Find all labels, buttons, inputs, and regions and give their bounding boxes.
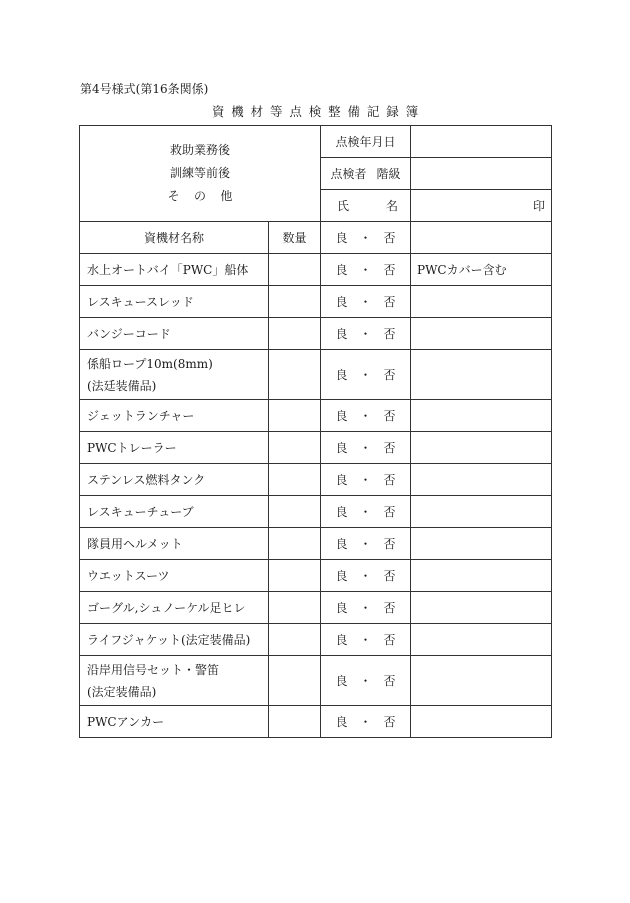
- equipment-name-line1: PWCアンカー: [87, 715, 165, 729]
- result-bad[interactable]: 否: [383, 295, 396, 309]
- equipment-name: [80, 350, 269, 400]
- equipment-name: [80, 432, 269, 464]
- quantity-field[interactable]: [269, 254, 321, 286]
- note-field[interactable]: [411, 464, 552, 496]
- table-row: [80, 400, 552, 432]
- note-field[interactable]: [411, 318, 552, 350]
- name-label-surname: 氏: [337, 199, 350, 213]
- equipment-name: [80, 286, 269, 318]
- seal-label: 印: [532, 199, 545, 213]
- result-separator: ・: [359, 263, 372, 277]
- note-field[interactable]: [411, 286, 552, 318]
- document-title: 資機材等点検整備記録簿: [211, 104, 425, 119]
- result-bad[interactable]: 否: [383, 441, 396, 455]
- equipment-name-line1: レスキューチューブ: [87, 505, 194, 519]
- result-good-bad[interactable]: [321, 656, 411, 706]
- table-row: [80, 560, 552, 592]
- result-good-bad[interactable]: [321, 318, 411, 350]
- result-bad[interactable]: 否: [383, 537, 396, 551]
- equipment-name-line1: 係船ロープ10m(8mm): [87, 356, 213, 371]
- table-row: [80, 706, 552, 738]
- result-separator: ・: [359, 368, 372, 382]
- result-separator: ・: [359, 473, 372, 487]
- result-good-bad[interactable]: [321, 528, 411, 560]
- equipment-name-line1: ゴーグル,シュノーケル足ヒレ: [87, 601, 246, 615]
- equipment-name: [80, 528, 269, 560]
- column-header-quantity: 数量: [269, 222, 321, 254]
- table-row: [80, 656, 552, 706]
- result-good[interactable]: 良: [335, 569, 348, 583]
- table-row: [80, 496, 552, 528]
- result-good[interactable]: 良: [335, 601, 348, 615]
- equipment-name: [80, 656, 269, 706]
- result-good[interactable]: 良: [335, 263, 348, 277]
- name-label: [321, 190, 411, 222]
- result-good[interactable]: 良: [335, 674, 348, 688]
- quantity-field[interactable]: [269, 624, 321, 656]
- result-good-bad[interactable]: [321, 496, 411, 528]
- equipment-name: [80, 254, 269, 286]
- equipment-name-line2: (法廷装備品): [87, 378, 157, 393]
- quantity-field[interactable]: [269, 528, 321, 560]
- equipment-name: [80, 624, 269, 656]
- note-field[interactable]: [411, 706, 552, 738]
- result-separator: ・: [359, 441, 372, 455]
- name-seal-field[interactable]: [411, 190, 552, 222]
- form-number-label: 第4号様式(第16条関係): [80, 82, 209, 96]
- result-good[interactable]: 良: [335, 441, 348, 455]
- inspector-rank-field[interactable]: [411, 158, 552, 190]
- inspector-rank-label: [321, 158, 411, 190]
- note-field[interactable]: [411, 656, 552, 706]
- equipment-name-line1: 沿岸用信号セット・警笛: [87, 662, 220, 677]
- category-after-rescue: 救助業務後: [169, 143, 230, 157]
- quantity-field[interactable]: [269, 706, 321, 738]
- column-header-result: 良 ・ 否: [321, 222, 411, 254]
- result-good-bad[interactable]: [321, 286, 411, 318]
- quantity-field[interactable]: [269, 592, 321, 624]
- table-row: [80, 254, 552, 286]
- result-good-bad[interactable]: [321, 592, 411, 624]
- result-good-bad[interactable]: [321, 624, 411, 656]
- note-text: PWCカバー含む: [417, 263, 507, 277]
- equipment-name: [80, 592, 269, 624]
- result-good[interactable]: 良: [335, 327, 348, 341]
- column-header-note: [411, 222, 552, 254]
- inspection-date-label: 点検年月日: [321, 126, 411, 158]
- result-good[interactable]: 良: [335, 295, 348, 309]
- quantity-field[interactable]: [269, 656, 321, 706]
- name-label-given: 名: [385, 199, 398, 213]
- equipment-name-line1: ステンレス燃料タンク: [87, 473, 206, 487]
- note-field[interactable]: [411, 496, 552, 528]
- quantity-field[interactable]: [269, 432, 321, 464]
- quantity-field[interactable]: [269, 318, 321, 350]
- result-separator: ・: [359, 674, 372, 688]
- result-separator: ・: [359, 295, 372, 309]
- equipment-name-line1: 水上オートバイ「PWC」船体: [87, 263, 249, 277]
- result-good-bad[interactable]: [321, 432, 411, 464]
- equipment-name-line1: ライフジャケット(法定装備品): [87, 633, 251, 647]
- result-separator: ・: [359, 633, 372, 647]
- equipment-name: [80, 560, 269, 592]
- result-bad[interactable]: 否: [383, 473, 396, 487]
- result-good[interactable]: 良: [335, 368, 348, 382]
- result-good[interactable]: 良: [335, 633, 348, 647]
- result-bad[interactable]: 否: [383, 409, 396, 423]
- column-header-row: [80, 222, 552, 254]
- equipment-name-line1: ウエットスーツ: [87, 569, 170, 583]
- result-good-bad[interactable]: [321, 400, 411, 432]
- result-separator: ・: [359, 409, 372, 423]
- note-field[interactable]: [411, 592, 552, 624]
- result-good[interactable]: 良: [335, 715, 348, 729]
- result-good[interactable]: 良: [335, 409, 348, 423]
- quantity-field[interactable]: [269, 286, 321, 318]
- equipment-name-line1: バンジーコード: [87, 327, 171, 341]
- result-good-bad[interactable]: [321, 254, 411, 286]
- result-bad[interactable]: 否: [383, 674, 396, 688]
- result-bad[interactable]: 否: [383, 263, 396, 277]
- result-good[interactable]: 良: [335, 537, 348, 551]
- equipment-name: [80, 318, 269, 350]
- result-good-bad[interactable]: [321, 464, 411, 496]
- quantity-field[interactable]: [269, 464, 321, 496]
- result-separator: ・: [359, 569, 372, 583]
- quantity-field[interactable]: [269, 400, 321, 432]
- result-good[interactable]: 良: [335, 473, 348, 487]
- table-row: [80, 318, 552, 350]
- result-bad[interactable]: 否: [383, 601, 396, 615]
- result-separator: ・: [359, 327, 372, 341]
- note-field[interactable]: [411, 624, 552, 656]
- equipment-name-line1: ジェットランチャー: [87, 409, 195, 423]
- result-separator: ・: [359, 601, 372, 615]
- equipment-name: [80, 464, 269, 496]
- occasion-categories: [80, 126, 321, 222]
- table-row: [80, 350, 552, 400]
- column-header-name: 資機材名称: [80, 222, 269, 254]
- note-field[interactable]: [411, 254, 552, 286]
- table-row: [80, 432, 552, 464]
- equipment-name: [80, 496, 269, 528]
- result-bad[interactable]: 否: [383, 633, 396, 647]
- header-row-date: [80, 126, 552, 158]
- result-bad[interactable]: 否: [383, 569, 396, 583]
- category-training: 訓練等前後: [169, 166, 230, 180]
- note-field[interactable]: [411, 560, 552, 592]
- table-row: [80, 592, 552, 624]
- equipment-name-line2: (法定装備品): [87, 684, 157, 699]
- result-good-bad[interactable]: [321, 560, 411, 592]
- equipment-name: [80, 400, 269, 432]
- note-field[interactable]: [411, 432, 552, 464]
- equipment-name-line1: レスキュースレッド: [87, 295, 194, 309]
- equipment-name-line1: PWCトレーラー: [87, 441, 177, 455]
- result-good-bad[interactable]: [321, 350, 411, 400]
- note-field[interactable]: [411, 350, 552, 400]
- note-field[interactable]: [411, 528, 552, 560]
- result-bad[interactable]: 否: [383, 368, 396, 382]
- result-good-bad[interactable]: [321, 706, 411, 738]
- result-bad[interactable]: 否: [383, 715, 396, 729]
- result-separator: ・: [359, 715, 372, 729]
- quantity-field[interactable]: [269, 350, 321, 400]
- result-bad[interactable]: 否: [383, 505, 396, 519]
- quantity-field[interactable]: [269, 560, 321, 592]
- table-row: [80, 624, 552, 656]
- result-bad[interactable]: 否: [383, 327, 396, 341]
- rank-label: 階級: [376, 167, 401, 181]
- result-separator: ・: [359, 505, 372, 519]
- note-field[interactable]: [411, 400, 552, 432]
- category-other: その他: [167, 189, 247, 203]
- inspection-record-table: [79, 125, 552, 738]
- quantity-field[interactable]: [269, 496, 321, 528]
- result-good[interactable]: 良: [335, 505, 348, 519]
- result-separator: ・: [359, 537, 372, 551]
- equipment-name: [80, 706, 269, 738]
- equipment-name-line1: 隊員用ヘルメット: [87, 537, 183, 551]
- table-row: [80, 528, 552, 560]
- inspection-date-field[interactable]: [411, 126, 552, 158]
- inspector-label: 点検者: [330, 167, 367, 181]
- table-row: [80, 464, 552, 496]
- table-row: [80, 286, 552, 318]
